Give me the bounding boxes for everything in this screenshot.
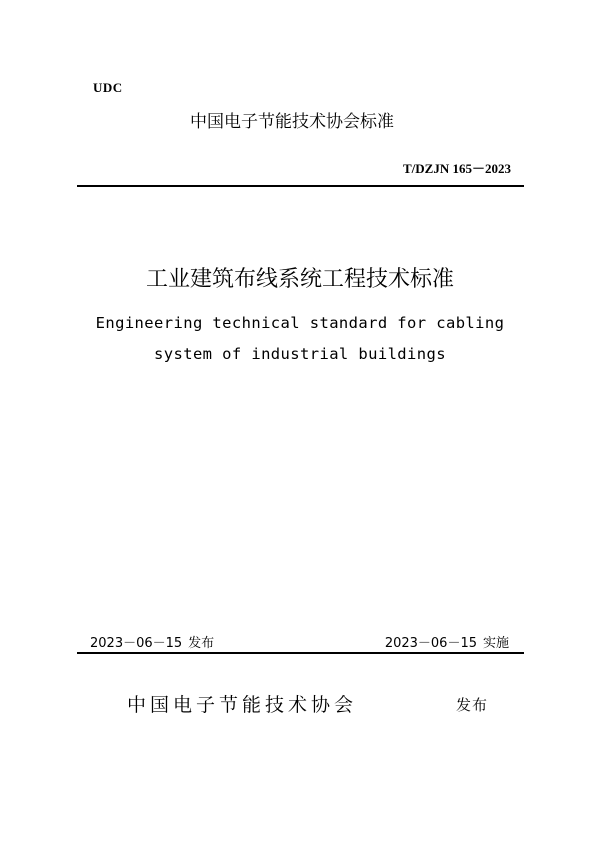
standard-number: T/DZJN 165－2023: [403, 161, 511, 176]
bottom-divider: [77, 652, 524, 654]
organization-standard-heading: 中国电子节能技术协会标准: [190, 112, 394, 132]
top-divider: [77, 185, 524, 187]
document-title-chinese: 工业建筑布线系统工程技术标准: [145, 267, 454, 292]
issue-date-block: [90, 632, 214, 651]
issue-label: 发布: [188, 636, 215, 651]
effective-date-block: [385, 632, 509, 651]
publish-label: 发布: [456, 696, 489, 714]
effective-label: 实施: [482, 636, 509, 651]
effective-date: 2023－06－15: [384, 636, 477, 651]
document-title-english-line2: system of industrial buildings: [154, 345, 446, 363]
udc-label: UDC: [93, 80, 123, 95]
publisher-name: 中国电子节能技术协会: [127, 694, 358, 716]
document-title-english-line1: Engineering technical standard for cabling: [95, 314, 505, 332]
issue-date: 2023－06－15: [90, 636, 183, 651]
